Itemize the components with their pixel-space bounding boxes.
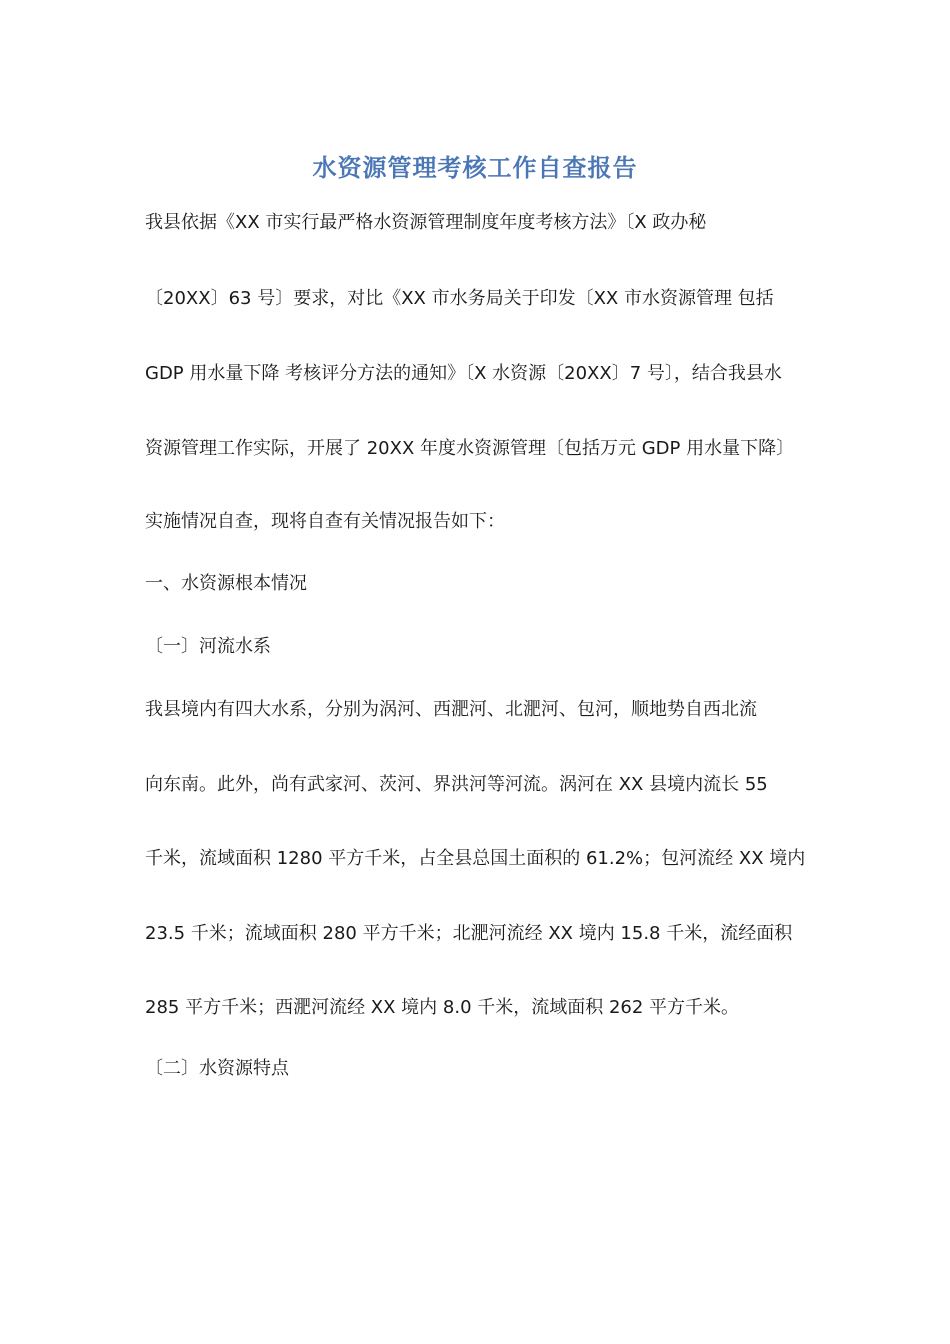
- paragraph-line: 285 平方千米；西淝河流经 XX 境内 8.0 千米，流域面积 262 平方千米。: [145, 997, 740, 1018]
- subsection-heading: 〔二〕水资源特点: [145, 1058, 289, 1079]
- paragraph-line: 23.5 千米；流域面积 280 平方千米；北淝河流经 XX 境内 15.8 千米，流经面积: [145, 923, 793, 944]
- section-heading: 一、水资源根本情况: [145, 573, 307, 594]
- paragraph-line: 实施情况自查，现将自查有关情况报告如下：: [145, 511, 505, 532]
- paragraph-line: GDP 用水量下降 考核评分方法的通知》〔X 水资源〔20XX〕7 号〕，结合我县水: [145, 363, 782, 384]
- paragraph-line: 千米，流域面积 1280 平方千米，占全县总国土面积的 61.2%；包河流经 XX 境内: [145, 848, 806, 869]
- document-title: 水资源管理考核工作自查报告: [312, 153, 638, 182]
- paragraph-line: 〔20XX〕63 号〕要求，对比《XX 市水务局关于印发〔XX 市水资源管理 包括: [145, 288, 774, 309]
- paragraph-line: 资源管理工作实际，开展了 20XX 年度水资源管理〔包括万元 GDP 用水量下降〕: [145, 438, 795, 459]
- paragraph-line: 向东南。此外，尚有武家河、茨河、界洪河等河流。涡河在 XX 县境内流长 55: [145, 774, 768, 795]
- paragraph-line: 我县境内有四大水系，分别为涡河、西淝河、北淝河、包河，顺地势自西北流: [145, 699, 757, 720]
- subsection-heading: 〔一〕河流水系: [145, 636, 271, 657]
- paragraph-line: 我县依据《XX 市实行最严格水资源管理制度年度考核方法》〔X 政办秘: [145, 212, 707, 233]
